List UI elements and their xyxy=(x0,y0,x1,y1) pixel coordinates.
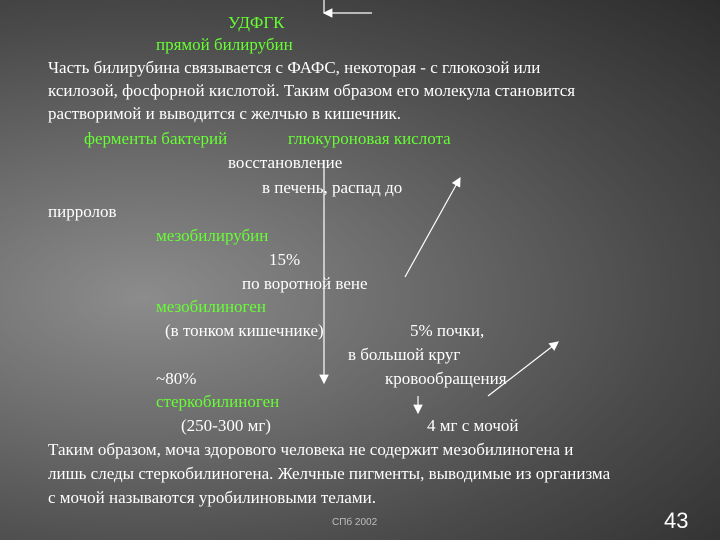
udfgk-label: УДФГК xyxy=(228,13,285,32)
paragraph-line: Часть билирубина связывается с ФАФС, некоторая - с глюкозой или xyxy=(48,58,541,77)
small-intestine-label: (в тонком кишечнике) xyxy=(165,321,324,340)
mesobilinogen-label: мезобилиноген xyxy=(156,297,266,316)
arrow-to-liver xyxy=(405,178,460,277)
conclusion-line: лишь следы стеркобилиногена. Желчные пигменты, выводимые из организма xyxy=(48,464,611,483)
footer-label: СПб 2002 xyxy=(332,517,378,528)
paragraph-line: ксилозой, фосфорной кислотой. Таким образом его молекула становится xyxy=(48,81,576,100)
portal-vein-label: по воротной вене xyxy=(242,274,368,293)
urine-label: 4 мг с мочой xyxy=(427,416,519,435)
stercobilinogen-label: стеркобилиноген xyxy=(156,392,280,411)
approx-80-label: ~80% xyxy=(156,369,197,388)
conclusion-line: с мочой называются уробилиновыми телами. xyxy=(48,488,376,507)
mesobilirubin-label: мезобилирубин xyxy=(156,226,269,245)
conclusion-line: Таким образом, моча здорового человека не содержит мезобилиногена и xyxy=(48,440,574,459)
percent-15-label: 15% xyxy=(269,250,301,269)
bacterial-enzymes-label: ферменты бактерий xyxy=(84,129,228,148)
paragraph-line: растворимой и выводится с желчью в кишечник. xyxy=(48,104,402,123)
reduction-label: восстановление xyxy=(228,153,343,172)
mg-range-label: (250-300 мг) xyxy=(181,416,271,435)
page-number: 43 xyxy=(664,508,689,533)
circulation-label: кровообращения xyxy=(385,369,507,388)
big-circle-label: в большой круг xyxy=(348,345,461,364)
to-liver-label: в печень, распад до xyxy=(262,178,403,197)
kidneys-label: 5% почки, xyxy=(410,321,485,340)
glucuronic-acid-label: глюкуроновая кислота xyxy=(288,129,451,148)
pyrroles-label: пирролов xyxy=(48,202,117,221)
direct-bilirubin-label: прямой билирубин xyxy=(156,35,293,54)
